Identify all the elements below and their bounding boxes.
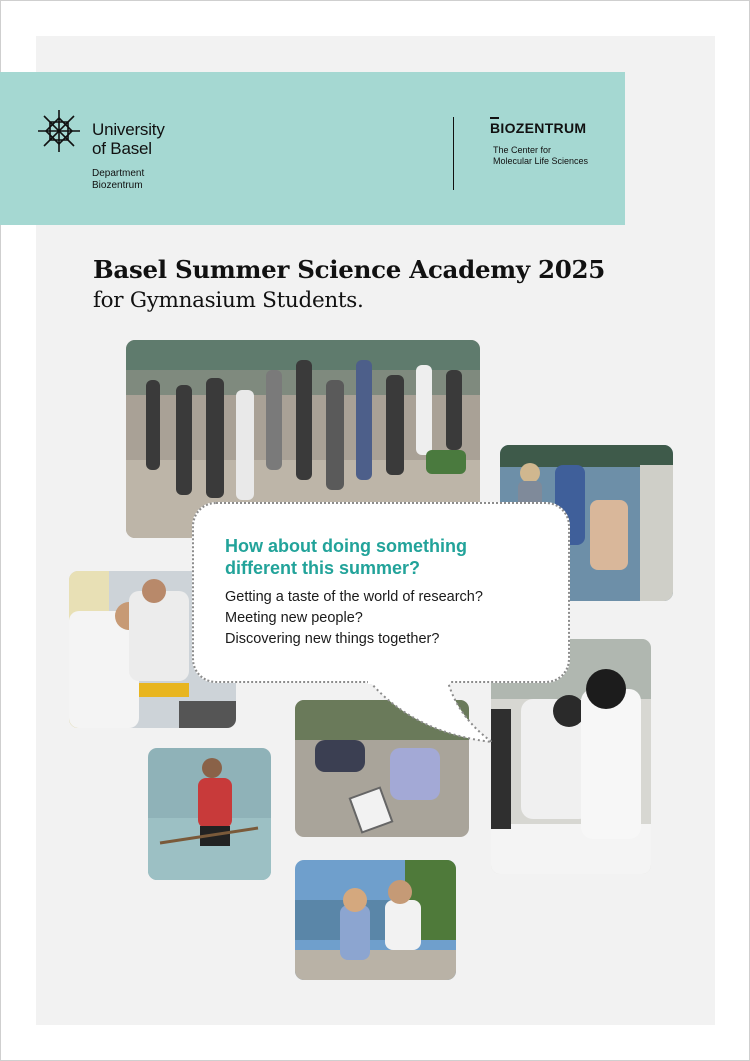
department-line-1: Department: [92, 168, 145, 179]
university-logo-icon: [36, 108, 82, 154]
bubble-headline: [225, 535, 467, 579]
biozentrum-sub-line-2: Molecular Life Sciences: [493, 156, 589, 166]
biozentrum-sub-line-1: The Center for: [493, 145, 552, 155]
bubble-question-1: Getting a taste of the world of research?: [225, 589, 483, 605]
university-line-1: University: [92, 120, 165, 139]
header-divider: [453, 117, 454, 190]
biozentrum-subtitle: [493, 145, 588, 167]
biozentrum-name: BIOZENTRUM: [490, 120, 587, 136]
university-line-2: of Basel: [92, 139, 152, 158]
page-title: Basel Summer Science Academy 2025: [93, 255, 606, 284]
department-label: [92, 168, 144, 192]
bubble-question-2: Meeting new people?: [225, 610, 363, 626]
bubble-headline-line-1: How about doing something: [225, 536, 467, 556]
photo-net-in-river: [148, 748, 271, 880]
page-subtitle: for Gymnasium Students.: [93, 288, 364, 313]
department-line-2: Biozentrum: [92, 180, 143, 191]
bubble-headline-line-2: different this summer?: [225, 558, 421, 578]
biozentrum-logo: [490, 120, 586, 136]
biozentrum-bar: [490, 117, 499, 119]
speech-bubble-tail: [360, 676, 500, 746]
photo-friends-riverside: [295, 860, 456, 980]
university-name: [92, 120, 165, 158]
bubble-question-3: Discovering new things together?: [225, 631, 440, 647]
